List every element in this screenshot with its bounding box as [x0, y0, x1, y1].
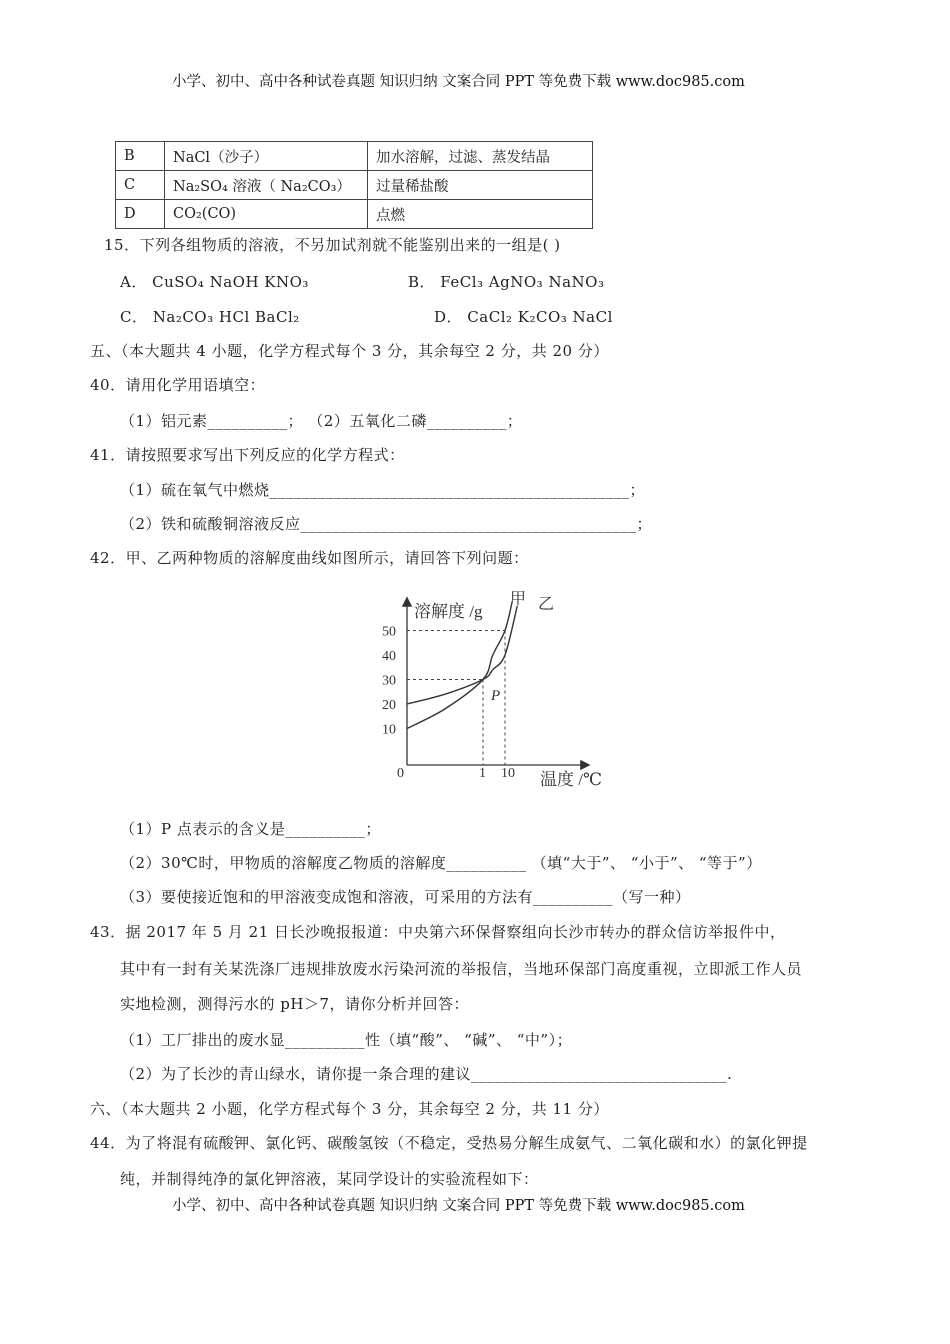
table-row	[116, 200, 593, 229]
q43-line-3: 实地检测，测得污水的 pH＞7，请你分析并回答：	[120, 995, 469, 1013]
q42-item-1: （1）P 点表示的含义是__________；	[120, 820, 381, 838]
series-label-jia: 甲	[510, 591, 527, 608]
q40-stem: 40．请用化学用语填空：	[90, 376, 266, 394]
section-5-heading: 五、（本大题共 4 小题，化学方程式每个 3 分，其余每空 2 分，共 20 分）	[90, 342, 609, 360]
q15-option-a: A． CuSO₄ NaOH KNO₃	[120, 273, 309, 291]
row-method: 过量稀盐酸	[368, 171, 593, 200]
row-method: 点燃	[368, 200, 593, 229]
row-label: C	[116, 171, 165, 200]
q15-option-d: D． CaCl₂ K₂CO₃ NaCl	[434, 308, 613, 326]
q42-item-2: （2）30℃时，甲物质的溶解度乙物质的溶解度__________ （填“大于”、 “小于”、 “等于”）	[120, 854, 762, 872]
x-tick-label: 1	[479, 766, 486, 781]
y-tick-label: 30	[382, 673, 396, 689]
y-tick-label: 10	[382, 722, 396, 738]
page-footer: 小学、初中、高中各种试卷真题 知识归纳 文案合同 PPT 等免费下载 www.doc985.com	[172, 1198, 745, 1214]
x-tick-label: 10	[501, 766, 515, 781]
q15-stem: 15．下列各组物质的溶液，不另加试剂就不能鉴别出来的一组是( )	[104, 236, 561, 254]
series-label-yi: 乙	[538, 596, 555, 613]
solubility-chart	[370, 585, 620, 795]
y-axis-label: 溶解度 /g	[414, 602, 483, 621]
q41-item-2: （2）铁和硫酸铜溶液反应__________________________________________；	[120, 515, 653, 533]
row-method: 加水溶解，过滤、蒸发结晶	[368, 142, 593, 171]
y-tick-label: 20	[382, 698, 396, 713]
q15-option-c: C． Na₂CO₃ HCl BaCl₂	[120, 308, 300, 326]
row-substance: NaCl（沙子）	[165, 142, 368, 171]
origin-label: 0	[397, 766, 404, 781]
q44-line-2: 纯，并制得纯净的氯化钾溶液，某同学设计的实验流程如下：	[120, 1170, 539, 1188]
x-axis-label: 温度 /℃	[540, 770, 602, 789]
q43-item-1: （1）工厂排出的废水显__________性（填“酸”、 “碱”、 “中”）；	[120, 1031, 573, 1049]
page-header: 小学、初中、高中各种试卷真题 知识归纳 文案合同 PPT 等免费下载 www.doc985.com	[172, 74, 745, 90]
q41-stem: 41．请按照要求写出下列反应的化学方程式：	[90, 446, 405, 464]
row-label: B	[116, 142, 165, 171]
q43-line-1: 43．据 2017 年 5 月 21 日长沙晚报报道：中央第六环保督察组向长沙市转办的群众信访举报件中，	[90, 923, 786, 941]
y-tick-label: 40	[382, 649, 396, 664]
q44-line-1: 44．为了将混有硫酸钾、氯化钙、碳酸氢铵（不稳定，受热易分解生成氨气、二氧化碳和水）的氯化钾提	[90, 1134, 808, 1152]
q43-item-2: （2）为了长沙的青山绿水，请你提一条合理的建议________________________________.	[120, 1065, 733, 1083]
section-6-heading: 六、（本大题共 2 小题，化学方程式每个 3 分，其余每空 2 分，共 11 分）	[90, 1100, 609, 1118]
y-tick-label: 50	[382, 624, 396, 640]
row-substance: Na₂SO₄ 溶液（ Na₂CO₃）	[165, 171, 368, 200]
table-row	[116, 171, 593, 200]
row-label: D	[116, 200, 165, 229]
q41-item-1: （1）硫在氧气中燃烧_____________________________________________；	[120, 481, 646, 499]
q42-stem: 42．甲、乙两种物质的溶解度曲线如图所示，请回答下列问题：	[90, 549, 529, 567]
point-p-label: P	[491, 688, 501, 704]
q42-item-3: （3）要使接近饱和的甲溶液变成饱和溶液，可采用的方法有__________（写一种）	[120, 888, 691, 906]
q43-line-2: 其中有一封有关某洗涤厂违规排放废水污染河流的举报信，当地环保部门高度重视，立即派工作人员	[120, 960, 803, 978]
table-row	[116, 142, 593, 171]
q40-line: （1）铝元素__________； （2）五氧化二磷__________；	[120, 412, 523, 430]
q15-option-b: B． FeCl₃ AgNO₃ NaNO₃	[408, 273, 605, 291]
options-table	[115, 141, 593, 229]
row-substance: CO₂(CO)	[165, 200, 368, 229]
